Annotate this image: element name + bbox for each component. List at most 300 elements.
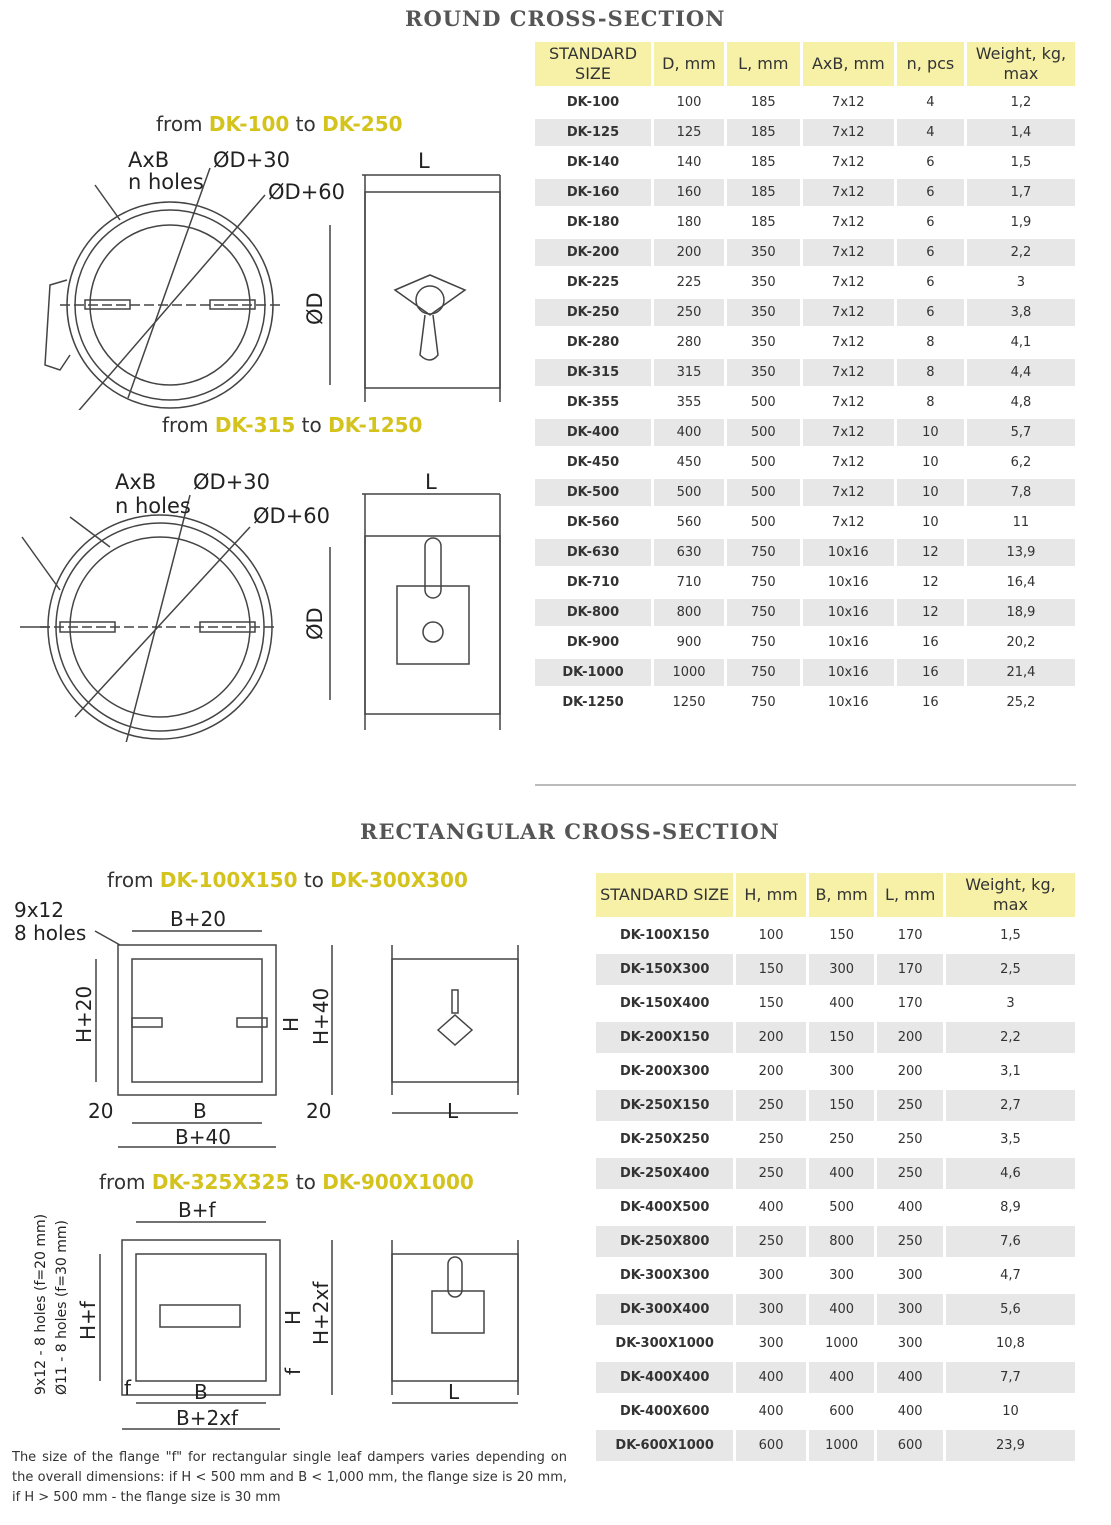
round-label-axb: AxB [128,148,170,172]
value-cell: 300 [736,1294,806,1325]
value-cell: 200 [877,1022,943,1053]
value-cell: 5,7 [967,419,1075,446]
value-cell: 6 [897,179,964,206]
value-cell: 500 [750,395,776,410]
round-table-rule [535,784,1076,786]
size-cell: DK-250X800 [596,1226,733,1257]
value-cell: 5,6 [946,1294,1075,1325]
value-cell: 300 [758,1336,784,1351]
value-cell: 185 [750,155,776,170]
table-row [535,509,1075,536]
round-damper-drawing-large [0,462,530,742]
value-cell: 21,4 [967,659,1075,686]
size-cell: DK-200X150 [596,1022,733,1053]
value-cell: 7,8 [967,479,1075,506]
caption-pre: from [156,112,209,136]
value-cell: 1,7 [967,179,1075,206]
value-cell: 185 [750,95,776,110]
rect2-label-f-left: f [124,1376,132,1400]
size-cell: DK-200 [535,239,651,266]
caption-to-size: DK-300X300 [330,868,468,892]
value-cell: 10 [922,455,939,470]
value-cell: 6 [926,215,935,230]
value-cell: 2,2 [946,1022,1075,1053]
round-label-axb: AxB [115,470,157,494]
value-cell: 400 [897,1404,923,1419]
table-row [596,1430,1075,1461]
value-cell: 3 [1016,275,1026,290]
size-cell: DK-600X1000 [596,1430,733,1461]
value-cell: 350 [750,335,776,350]
value-cell: 10,8 [996,1336,1025,1351]
table-row [596,1090,1075,1121]
size-cell: DK-250X150 [596,1090,733,1121]
table-row [596,1362,1075,1393]
table-header-row [596,873,1075,917]
value-cell: 11 [1012,515,1030,530]
value-cell: 7x12 [803,119,894,146]
value-cell: 7x12 [832,155,865,170]
caption-mid: to [289,1170,323,1194]
caption-pre: from [162,413,215,437]
rect-label-b20: B+20 [170,907,226,931]
value-cell: 300 [897,1336,923,1351]
table-row [535,329,1075,356]
value-cell: 710 [676,575,702,590]
table-row [596,1158,1075,1189]
value-cell: 750 [750,635,776,650]
value-cell: 400 [809,1158,875,1189]
value-cell: 10x16 [803,599,894,626]
caption-mid: to [289,112,323,136]
value-cell: 7x12 [832,215,865,230]
table-row [535,659,1075,686]
size-cell: DK-400 [535,419,651,446]
size-cell: DK-400X500 [619,1200,710,1215]
value-cell: 400 [758,1200,784,1215]
caption-to-size: DK-250 [322,112,403,136]
value-cell: 10x16 [827,575,869,590]
value-cell: 10 [897,419,964,446]
size-cell: DK-150X300 [596,954,733,985]
table-row [535,359,1075,386]
value-cell: 16 [922,695,939,710]
value-cell: 7,7 [946,1362,1075,1393]
value-cell: 10x16 [803,539,894,566]
value-cell: 150 [809,1022,875,1053]
value-cell: 7x12 [832,515,865,530]
value-cell: 10 [1002,1404,1019,1419]
value-cell: 800 [654,599,724,626]
value-cell: 7x12 [803,359,894,386]
value-cell: 12 [922,575,939,590]
rect2-label-l: L [448,1380,460,1404]
value-cell: 400 [809,1294,875,1325]
value-cell: 4,4 [967,359,1075,386]
flange-note: The size of the flange "f" for rectangular single leaf dampers varies depending on the overall dimensions: if H < 500 mm and B < 1,000 mm, the flange size is 20 mm, if H > 500 mm - the flange size is 30 mm [12,1450,567,1505]
table-row [535,209,1075,236]
value-cell: 7x12 [832,395,865,410]
value-cell: 280 [676,335,702,350]
table-row [535,179,1075,206]
caption-pre: from [107,868,160,892]
value-cell: 4 [897,119,964,146]
rect-caption-large [99,1170,474,1194]
round-caption-large [162,413,422,437]
value-cell: 12 [897,539,964,566]
caption-to-size: DK-900X1000 [322,1170,474,1194]
table-row [535,689,1075,716]
size-cell: DK-250X400 [596,1158,733,1189]
value-cell: 125 [654,119,724,146]
value-cell: 180 [676,215,702,230]
value-cell: 150 [736,954,806,985]
value-cell: 200 [758,1064,784,1079]
value-cell: 1000 [825,1336,859,1351]
value-cell: 600 [877,1430,943,1461]
value-cell: 16 [897,659,964,686]
size-cell: DK-800 [535,599,651,626]
size-cell: DK-300X1000 [615,1336,714,1351]
round-label-d60: ØD+60 [268,180,346,204]
round-label-nholes: n holes [128,170,204,194]
table-row [535,389,1075,416]
col-header-l: L, mm [877,873,943,917]
value-cell: 500 [727,479,800,506]
value-cell: 500 [727,419,800,446]
round-table-body [535,89,1075,716]
round-label-nholes: n holes [115,494,191,518]
table-row [535,419,1075,446]
table-header-row [535,42,1075,86]
value-cell: 600 [736,1430,806,1461]
size-cell: DK-160 [535,179,651,206]
value-cell: 170 [897,928,923,943]
value-cell: 140 [676,155,702,170]
value-cell: 8 [926,335,935,350]
value-cell: 3,8 [967,299,1075,326]
round-label-l: L [418,149,430,173]
value-cell: 200 [736,1022,806,1053]
size-cell: DK-200X300 [619,1064,710,1079]
value-cell: 7x12 [832,455,865,470]
value-cell: 7x12 [803,479,894,506]
value-cell: 185 [727,179,800,206]
table-row [596,954,1075,985]
value-cell: 18,9 [967,599,1075,626]
col-header-size: STANDARD SIZE [535,42,651,86]
size-cell: DK-280 [566,335,620,350]
value-cell: 250 [736,1226,806,1257]
table-row [535,149,1075,176]
value-cell: 10x16 [803,659,894,686]
value-cell: 150 [809,1090,875,1121]
table-row [596,988,1075,1019]
caption-from-size: DK-315 [214,413,296,437]
caption-to-size: DK-1250 [328,413,423,437]
value-cell: 900 [676,635,702,650]
value-cell: 250 [877,1090,943,1121]
value-cell: 1,5 [1000,928,1021,943]
value-cell: 200 [897,1064,923,1079]
round-caption-small [156,112,403,136]
value-cell: 315 [654,359,724,386]
value-cell: 8 [897,359,964,386]
round-label-d30: ØD+30 [193,470,271,494]
value-cell: 13,9 [967,539,1075,566]
size-cell: DK-315 [535,359,651,386]
value-cell: 2,5 [946,954,1075,985]
value-cell: 300 [877,1294,943,1325]
value-cell: 25,2 [1006,695,1036,710]
value-cell: 500 [750,455,776,470]
size-cell: DK-250 [535,299,651,326]
value-cell: 400 [654,419,724,446]
rect-table-body [596,920,1075,1461]
caption-from-size: DK-100 [208,112,290,136]
value-cell: 7x12 [803,419,894,446]
value-cell: 350 [727,359,800,386]
value-cell: 250 [736,1090,806,1121]
value-cell: 250 [654,299,724,326]
round-label-d60: ØD+60 [253,504,331,528]
value-cell: 10 [922,515,939,530]
value-cell: 100 [758,928,784,943]
value-cell: 8,9 [1000,1200,1021,1215]
size-cell: DK-225 [566,275,620,290]
rect-caption-small [107,868,468,892]
value-cell: 750 [727,599,800,626]
value-cell: 1000 [654,659,724,686]
value-cell: 170 [897,996,923,1011]
size-cell: DK-100X150 [619,928,710,943]
col-header-weight: Weight, kg, max [946,873,1075,917]
value-cell: 1,2 [1010,95,1032,110]
col-header-b: B, mm [809,873,875,917]
value-cell: 6,2 [1010,455,1032,470]
value-cell: 300 [829,1064,855,1079]
rect2-label-side-b: Ø11 - 8 holes (f=30 mm) [54,1220,70,1395]
value-cell: 225 [676,275,702,290]
rect-label-20-right: 20 [306,1099,332,1123]
round-damper-drawing-small [0,140,530,410]
table-row [535,239,1075,266]
rect-label-holes-a: 9x12 [14,898,65,922]
col-header-size: STANDARD SIZE [596,873,733,917]
table-row [596,1294,1075,1325]
size-cell: DK-300X400 [596,1294,733,1325]
size-cell: DK-180 [566,215,620,230]
rect-damper-drawing-small [0,895,560,1160]
value-cell: 3,1 [1000,1064,1021,1079]
value-cell: 1,4 [967,119,1075,146]
value-cell: 10x16 [827,635,869,650]
table-row [535,629,1075,656]
value-cell: 250 [758,1132,784,1147]
caption-mid: to [297,868,331,892]
table-row [535,449,1075,476]
value-cell: 2,2 [967,239,1075,266]
value-cell: 10x16 [827,695,869,710]
table-row [535,569,1075,596]
size-cell: DK-900 [566,635,620,650]
value-cell: 3 [1006,996,1015,1011]
table-row [535,89,1075,116]
round-label-d: ØD [303,607,327,640]
value-cell: 1,5 [1010,155,1032,170]
value-cell: 300 [758,1268,784,1283]
value-cell: 185 [750,215,776,230]
value-cell: 185 [727,119,800,146]
value-cell: 300 [829,1268,855,1283]
value-cell: 800 [809,1226,875,1257]
value-cell: 150 [758,996,784,1011]
value-cell: 6 [897,299,964,326]
table-row [535,479,1075,506]
value-cell: 4 [926,95,935,110]
value-cell: 250 [736,1158,806,1189]
rect-label-h20: H+20 [72,985,96,1043]
value-cell: 750 [727,539,800,566]
value-cell: 6 [897,239,964,266]
round-spec-table [532,39,1078,719]
value-cell: 350 [727,299,800,326]
size-cell: DK-710 [566,575,620,590]
value-cell: 16 [922,635,939,650]
value-cell: 400 [809,1362,875,1393]
value-cell: 400 [736,1362,806,1393]
rect-spec-table [593,870,1078,1464]
value-cell: 7x12 [803,239,894,266]
rect-label-b: B [193,1099,207,1123]
rect-section-title: RECTANGULAR CROSS-SECTION [360,819,780,844]
value-cell: 3,5 [1000,1132,1021,1147]
caption-pre: from [99,1170,152,1194]
size-cell: DK-100 [566,95,620,110]
value-cell: 7x12 [832,335,865,350]
col-header-l: L, mm [727,42,800,86]
round-label-l: L [425,470,437,494]
value-cell: 12 [897,599,964,626]
rect2-label-hf: H+f [76,1301,100,1340]
value-cell: 150 [829,928,855,943]
size-cell: DK-630 [535,539,651,566]
value-cell: 250 [877,1158,943,1189]
size-cell: DK-560 [566,515,620,530]
table-row [596,1226,1075,1257]
size-cell: DK-1000 [535,659,651,686]
value-cell: 7x12 [803,179,894,206]
table-row [596,1124,1075,1155]
rect2-label-side-a: 9x12 - 8 holes (f=20 mm) [33,1213,49,1395]
value-cell: 630 [654,539,724,566]
value-cell: 1000 [809,1430,875,1461]
rect-label-l: L [447,1099,459,1123]
rect-label-holes-b: 8 holes [14,921,87,945]
value-cell: 750 [750,695,776,710]
size-cell: DK-355 [566,395,620,410]
value-cell: 1,9 [1010,215,1032,230]
value-cell: 7x12 [832,275,865,290]
table-row [596,1192,1075,1223]
rect-label-b40: B+40 [175,1125,231,1149]
caption-from-size: DK-100X150 [159,868,298,892]
value-cell: 10 [897,479,964,506]
table-row [596,1022,1075,1053]
round-label-d30: ØD+30 [213,148,291,172]
table-row [596,1396,1075,1427]
rect-label-20-left: 20 [88,1099,114,1123]
table-row [535,599,1075,626]
table-row [535,119,1075,146]
col-header-weight: Weight, kg, max [967,42,1075,86]
value-cell: 400 [829,996,855,1011]
rect2-label-b2xf: B+2xf [176,1406,239,1430]
rect2-label-f-right: f [281,1367,305,1375]
value-cell: 6 [926,155,935,170]
table-row [535,539,1075,566]
value-cell: 2,7 [946,1090,1075,1121]
size-cell: DK-500 [535,479,651,506]
rect2-label-b: B [194,1380,208,1404]
value-cell: 300 [809,954,875,985]
size-cell: DK-1250 [562,695,624,710]
value-cell: 7,6 [946,1226,1075,1257]
value-cell: 400 [758,1404,784,1419]
value-cell: 400 [877,1362,943,1393]
rect2-label-bf: B+f [178,1198,216,1222]
value-cell: 500 [750,515,776,530]
rect2-label-h2xf: H+2xf [309,1281,333,1345]
value-cell: 20,2 [1006,635,1036,650]
value-cell: 350 [750,275,776,290]
size-cell: DK-150X400 [619,996,710,1011]
value-cell: 600 [829,1404,855,1419]
value-cell: 4,8 [1010,395,1032,410]
table-row [535,269,1075,296]
value-cell: 400 [897,1200,923,1215]
value-cell: 23,9 [946,1430,1075,1461]
value-cell: 355 [676,395,702,410]
value-cell: 8 [926,395,935,410]
size-cell: DK-125 [535,119,651,146]
value-cell: 750 [727,659,800,686]
value-cell: 4,6 [946,1158,1075,1189]
round-label-d: ØD [303,292,327,325]
value-cell: 100 [676,95,702,110]
caption-from-size: DK-325X325 [151,1170,290,1194]
value-cell: 300 [897,1268,923,1283]
size-cell: DK-450 [566,455,620,470]
value-cell: 7x12 [803,299,894,326]
value-cell: 250 [829,1132,855,1147]
table-row [535,299,1075,326]
rect-label-h40: H+40 [309,987,333,1045]
value-cell: 16,4 [1006,575,1036,590]
col-header-n: n, pcs [897,42,964,86]
size-cell: DK-140 [566,155,620,170]
size-cell: DK-250X250 [619,1132,710,1147]
value-cell: 750 [750,575,776,590]
value-cell: 7x12 [832,95,865,110]
rect-label-h: H [279,1016,303,1032]
table-row [596,1328,1075,1359]
value-cell: 6 [926,275,935,290]
value-cell: 1250 [672,695,706,710]
value-cell: 160 [654,179,724,206]
size-cell: DK-400X400 [596,1362,733,1393]
value-cell: 170 [877,954,943,985]
